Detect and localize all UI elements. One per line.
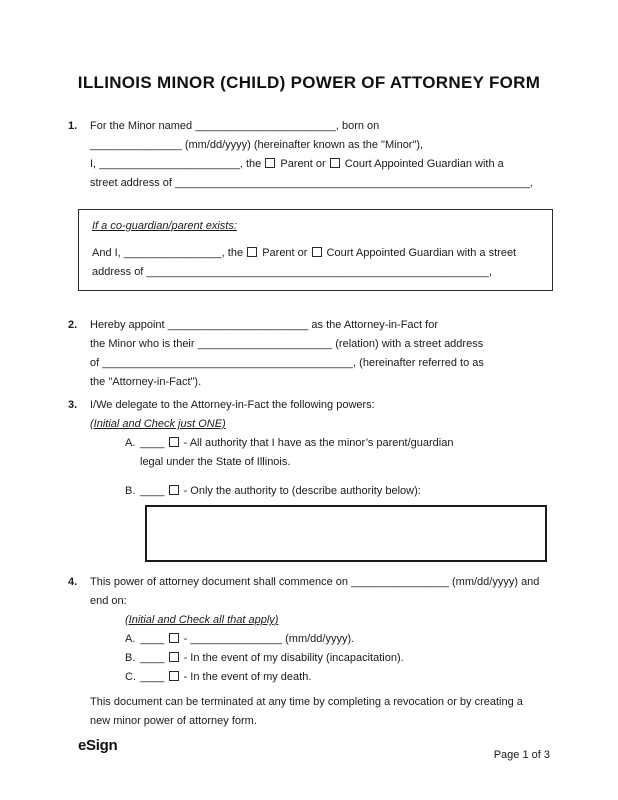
end-option-b-letter: B. [125,652,136,664]
attorney-in-fact-closing-line: the "Attorney-in-Fact"). [90,376,202,388]
co-guardian-name-line: And I, ________________, the Parent or Court Appointed Guardian with a street [92,247,517,259]
end-option-a: A. ____ - _______________ (mm/dd/yyyy). [125,630,550,649]
power-option-b: B. ____ - Only the authority to (describe authority below): [125,482,550,501]
power-option-b-letter: B. [125,485,136,497]
termination-paragraph: This document can be terminated at any time by completing a revocation or by creating a new minor power of attorney form. [90,696,523,727]
end-option-a-checkbox[interactable] [169,633,179,643]
section-3 [68,396,550,562]
end-on-line: end on: [90,595,127,607]
section-3-number: 3. [68,399,78,411]
commence-date-line: This power of attorney document shall commence on ________________ (mm/dd/yyyy) and [90,576,540,588]
end-instruction: (Initial and Check all that apply) [125,614,279,626]
powers-instruction: (Initial and Check just ONE) [90,418,226,430]
end-option-c-checkbox[interactable] [169,671,179,681]
end-option-a-letter: A. [125,633,136,645]
form-title: ILLINOIS MINOR (CHILD) POWER OF ATTORNEY FORM [77,73,541,92]
guardian-address-line: street address of __________________________________________________________, [90,177,533,189]
power-option-a-letter: A. [125,437,136,449]
power-option-a-line1: ____ - All authority that I have as the minor’s parent/guardian [140,437,454,449]
end-option-b-checkbox[interactable] [169,652,179,662]
co-guardian-heading: If a co-guardian/parent exists: [92,220,237,232]
end-option-c: C. ____ - In the event of my death. [125,668,550,687]
guardian-name-line: I, _______________________, the Parent or Court Appointed Guardian with a [90,158,504,170]
power-option-b-checkbox[interactable] [169,485,179,495]
section-2-number: 2. [68,319,78,331]
minor-dob-line: _______________ (mm/dd/yyyy) (hereinafter known as the "Minor"), [90,139,424,151]
end-option-b: B. ____ - In the event of my disability (incapacitation). [125,649,550,668]
section-2 [68,316,550,392]
co-parent-checkbox[interactable] [247,247,257,257]
attorney-in-fact-address-line: of _________________________________________, (hereinafter referred to as [90,357,484,369]
section-1 [68,117,550,193]
power-option-a-line2: legal under the State of Illinois. [140,456,291,468]
co-guardian-address-line: address of ________________________________________________________, [92,266,493,278]
attorney-in-fact-name-line: Hereby appoint _______________________ as the Attorney-in-Fact for [90,319,438,331]
esign-logo: eSign [78,737,118,754]
attorney-in-fact-relation-line: the Minor who is their ______________________ (relation) with a street address [90,338,484,350]
page-number-label: Page 1 of 3 [493,749,550,761]
power-option-a [125,434,550,472]
section-4 [68,573,550,731]
section-4-number: 4. [68,576,78,588]
parent-checkbox[interactable] [265,158,275,168]
end-option-c-letter: C. [125,671,136,683]
describe-authority-box[interactable] [145,505,547,562]
section-1-number: 1. [68,120,78,132]
minor-name-line: For the Minor named _______________________, born on [90,120,380,132]
co-guardian-box [78,209,553,291]
powers-intro-line: I/We delegate to the Attorney-in-Fact the following powers: [90,399,375,411]
co-court-appointed-guardian-checkbox[interactable] [312,247,322,257]
power-option-a-checkbox[interactable] [169,437,179,447]
court-appointed-guardian-checkbox[interactable] [330,158,340,168]
